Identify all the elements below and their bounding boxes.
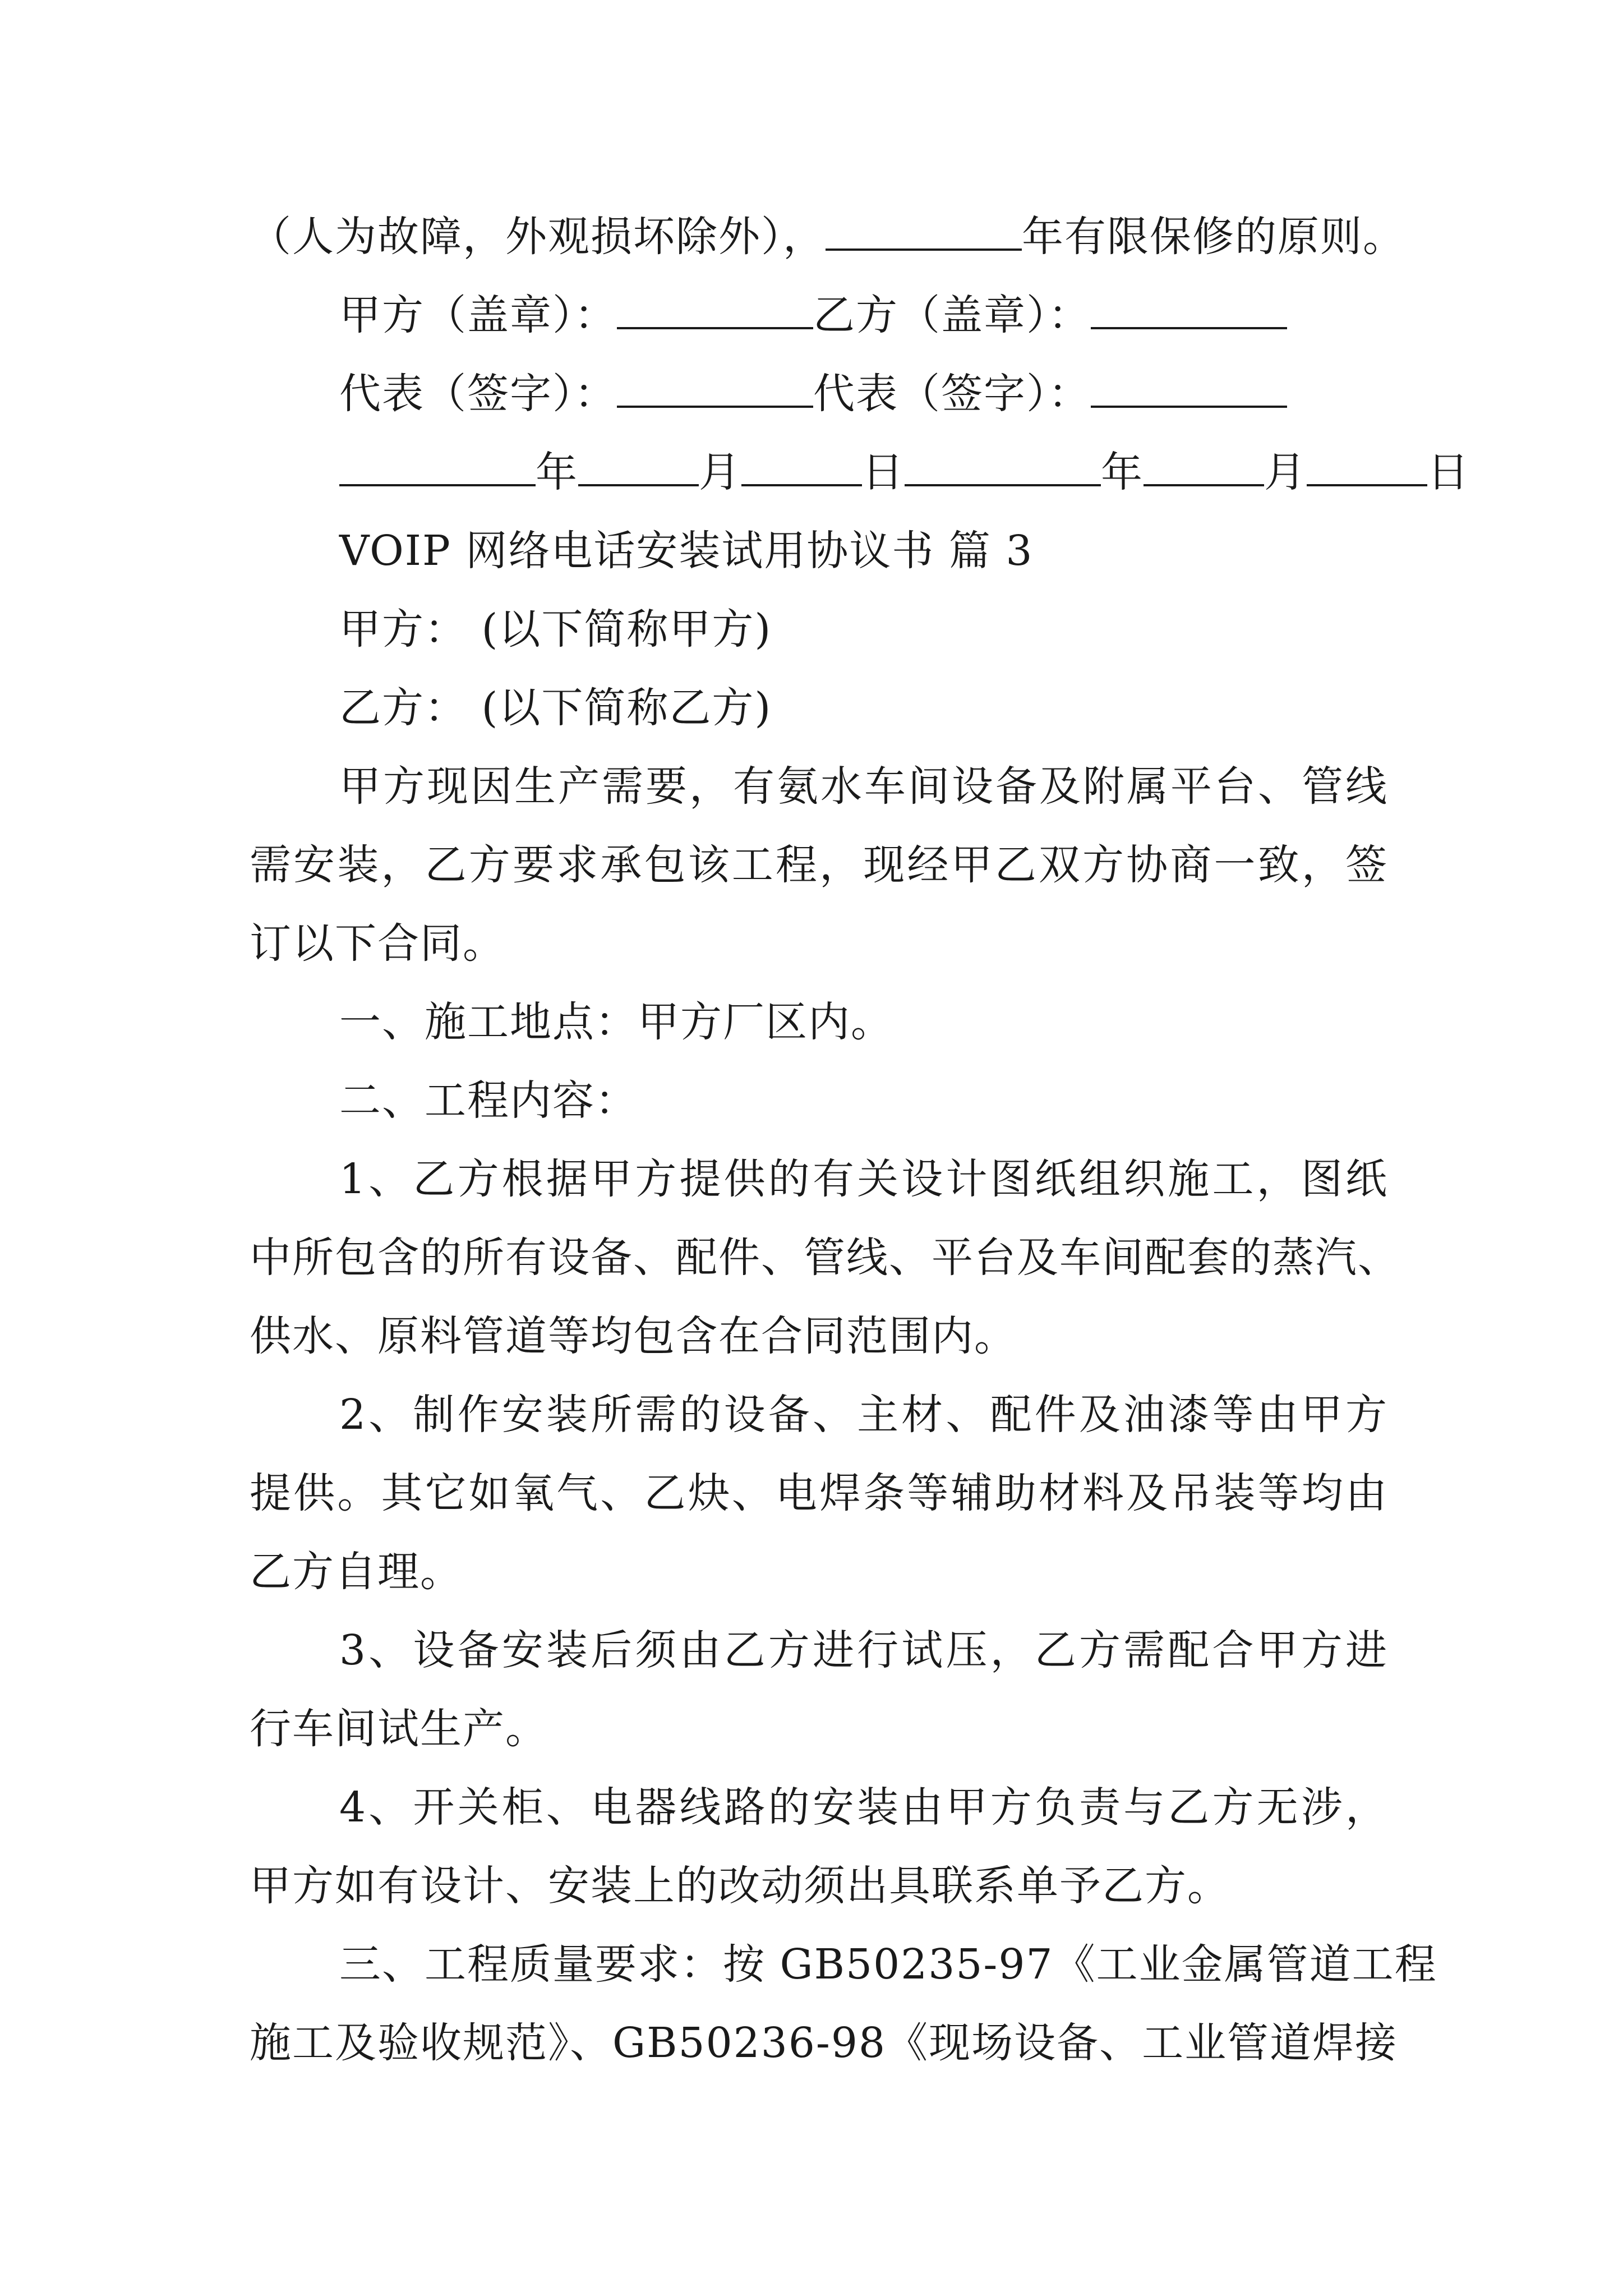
item4-line-1: 4、开关柜、电器线路的安装由甲方负责与乙方无涉， [339, 1783, 1388, 1832]
warranty-years-blank[interactable] [826, 211, 1022, 251]
warranty-text-before: （人为故障，外观损坏除外）， [250, 213, 826, 261]
item1-line-2: 中所包含的所有设备、配件、管线、平台及车间配套的蒸汽、 [250, 1234, 1400, 1282]
party-b-line: 乙方： (以下简称乙方) [339, 684, 772, 732]
quality-line-1: 三、工程质量要求：按 GB50235-97《工业金属管道工程 [339, 1940, 1437, 1989]
rep-b-sign-blank[interactable] [1091, 369, 1287, 408]
item3-line-1: 3、设备安装后须由乙方进行试压，乙方需配合甲方进 [339, 1626, 1388, 1674]
item2-line-1: 2、制作安装所需的设备、主材、配件及油漆等由甲方 [339, 1391, 1388, 1439]
date-a-day-blank[interactable] [741, 447, 862, 486]
rep-a-sign-label: 代表（签字）： [339, 370, 617, 418]
party-a-seal-label: 甲方（盖章）： [339, 291, 617, 339]
rep-b-sign-label: 代表（签字）： [813, 370, 1091, 418]
date-a-day-label: 日 [862, 448, 905, 496]
intro-line-2: 需安装，乙方要求承包该工程，现经甲乙双方协商一致，签 [250, 841, 1388, 889]
date-a-month-blank[interactable] [578, 447, 699, 486]
intro-line-1: 甲方现因生产需要，有氨水车间设备及附属平台、管线 [339, 762, 1388, 811]
date-b-year-blank[interactable] [905, 447, 1101, 486]
item2-line-3: 乙方自理。 [250, 1548, 463, 1596]
party-b-seal-label: 乙方（盖章）： [813, 291, 1091, 339]
date-b-month-blank[interactable] [1144, 447, 1264, 486]
item3-line-2: 行车间试生产。 [250, 1705, 548, 1753]
warranty-line [250, 209, 1405, 265]
date-b-day-label: 日 [1427, 448, 1470, 496]
quality-line-2: 施工及验收规范》、GB50236-98《现场设备、工业管道焊接 [250, 2019, 1398, 2067]
date-a-year-blank[interactable] [339, 447, 536, 486]
warranty-text-after: 年有限保修的原则。 [1022, 213, 1405, 261]
date-b-year-label: 年 [1101, 448, 1144, 496]
item4-line-2: 甲方如有设计、安装上的改动须出具联系单予乙方。 [250, 1862, 1230, 1910]
date-b-day-blank[interactable] [1307, 447, 1427, 486]
representative-line [339, 366, 1287, 422]
date-a-month-label: 月 [699, 448, 741, 496]
party-a-line: 甲方： (以下简称甲方) [339, 605, 772, 654]
rep-a-sign-blank[interactable] [617, 369, 813, 408]
site-clause: 一、施工地点：甲方厂区内。 [339, 998, 893, 1046]
seal-line [339, 287, 1287, 343]
party-a-seal-blank[interactable] [617, 290, 813, 329]
date-b-month-label: 月 [1264, 448, 1307, 496]
date-line [339, 444, 1470, 500]
item1-line-3: 供水、原料管道等均包含在合同范围内。 [250, 1312, 1017, 1360]
content-heading: 二、工程内容： [339, 1076, 638, 1125]
party-b-seal-blank[interactable] [1091, 290, 1287, 329]
item1-line-1: 1、乙方根据甲方提供的有关设计图纸组织施工，图纸 [339, 1155, 1388, 1203]
date-a-year-label: 年 [536, 448, 578, 496]
item2-line-2: 提供。其它如氧气、乙炔、电焊条等辅助材料及吊装等均由 [250, 1469, 1388, 1517]
intro-line-3: 订以下合同。 [250, 919, 505, 968]
section-title: VOIP 网络电话安装试用协议书 篇 3 [339, 527, 1034, 575]
